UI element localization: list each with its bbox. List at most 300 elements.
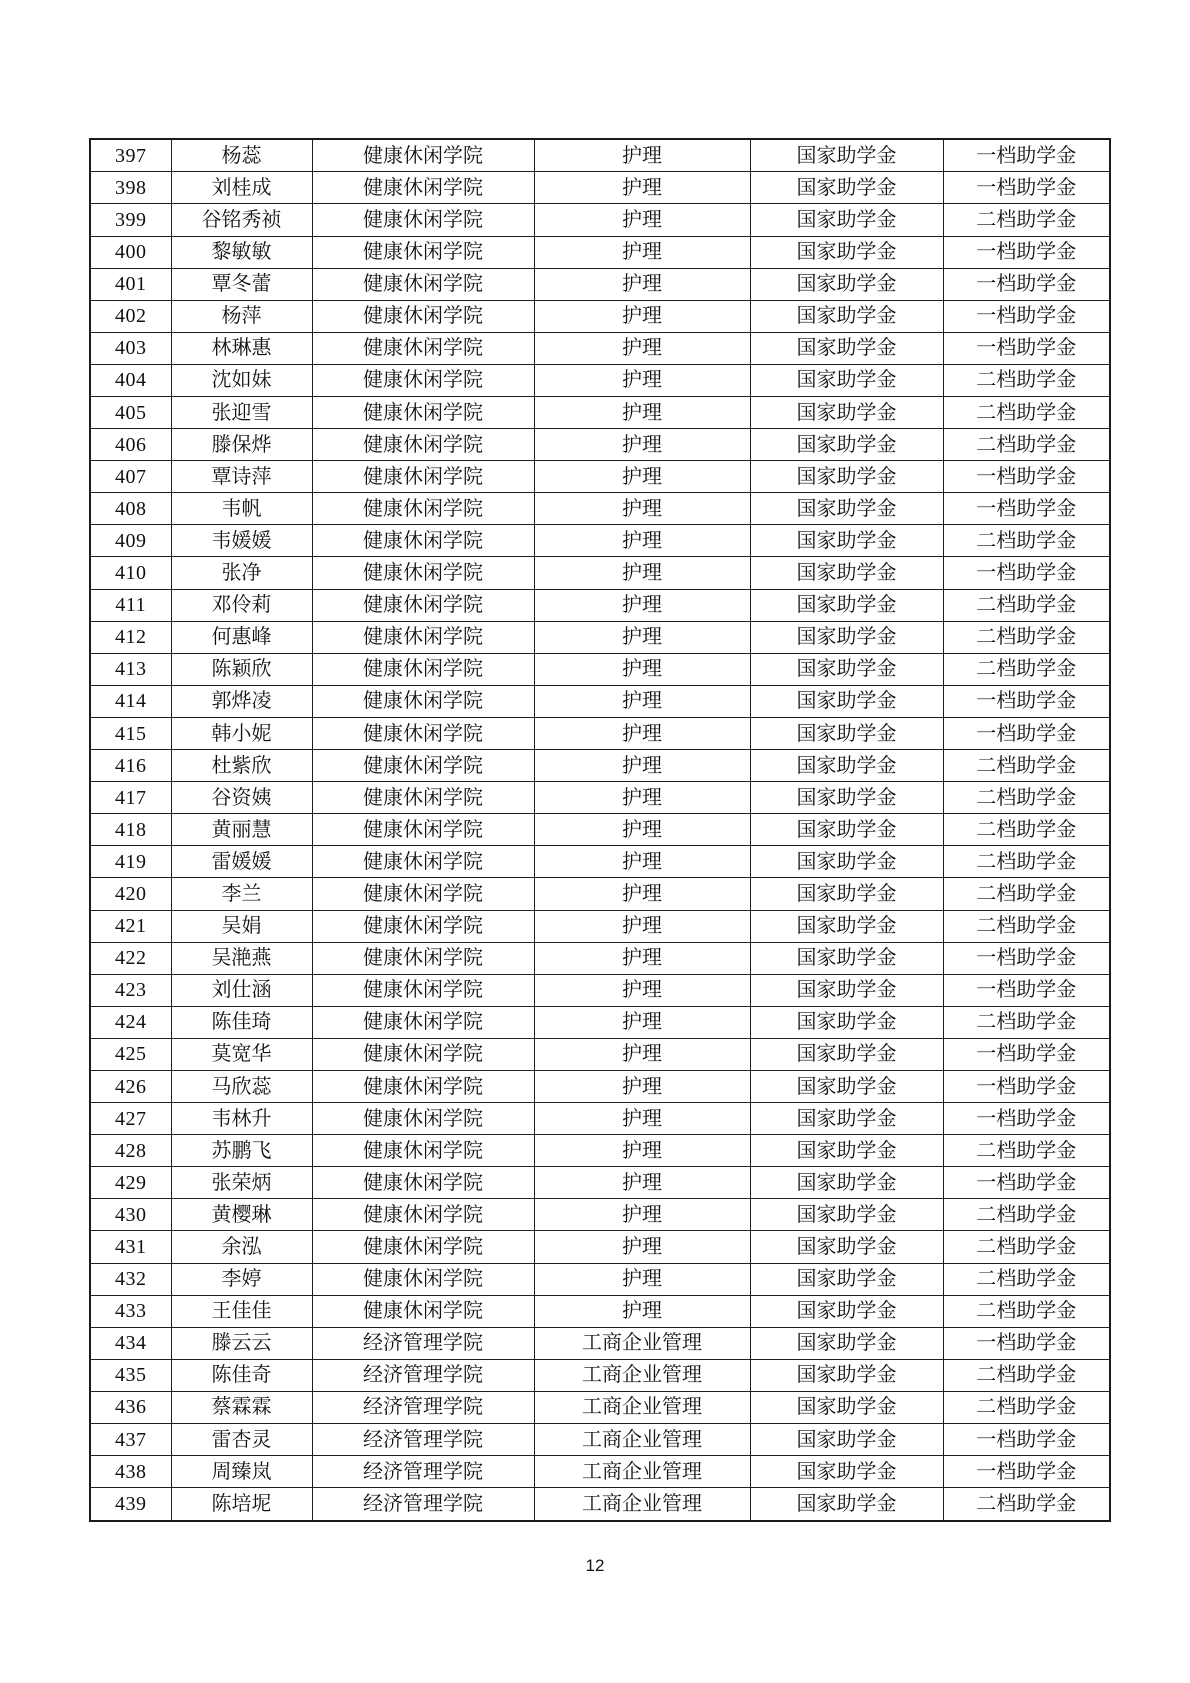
table-row <box>90 268 1110 300</box>
table-row <box>90 300 1110 332</box>
cell-tier: 一档助学金 <box>943 717 1110 749</box>
cell-index: 402 <box>90 300 171 332</box>
cell-program: 国家助学金 <box>750 1456 943 1488</box>
cell-college: 健康休闲学院 <box>312 461 534 493</box>
cell-major: 护理 <box>534 782 750 814</box>
cell-major: 护理 <box>534 1135 750 1167</box>
cell-program: 国家助学金 <box>750 1263 943 1295</box>
cell-program: 国家助学金 <box>750 1199 943 1231</box>
cell-major: 护理 <box>534 1038 750 1070</box>
cell-program: 国家助学金 <box>750 589 943 621</box>
cell-index: 426 <box>90 1070 171 1102</box>
table-row <box>90 332 1110 364</box>
cell-program: 国家助学金 <box>750 236 943 268</box>
cell-college: 健康休闲学院 <box>312 139 534 172</box>
cell-program: 国家助学金 <box>750 204 943 236</box>
table-row <box>90 139 1110 172</box>
cell-index: 411 <box>90 589 171 621</box>
cell-tier: 二档助学金 <box>943 750 1110 782</box>
cell-tier: 一档助学金 <box>943 268 1110 300</box>
table-row <box>90 236 1110 268</box>
cell-index: 435 <box>90 1359 171 1391</box>
table-row <box>90 429 1110 461</box>
cell-index: 429 <box>90 1167 171 1199</box>
table-row <box>90 493 1110 525</box>
cell-name: 滕云云 <box>171 1327 312 1359</box>
cell-college: 健康休闲学院 <box>312 1231 534 1263</box>
cell-college: 健康休闲学院 <box>312 1038 534 1070</box>
table-row <box>90 1199 1110 1231</box>
table-row <box>90 846 1110 878</box>
cell-tier: 一档助学金 <box>943 1456 1110 1488</box>
table-row <box>90 1263 1110 1295</box>
cell-name: 张净 <box>171 557 312 589</box>
cell-tier: 二档助学金 <box>943 525 1110 557</box>
cell-major: 护理 <box>534 1231 750 1263</box>
cell-college: 健康休闲学院 <box>312 750 534 782</box>
cell-name: 黄丽慧 <box>171 814 312 846</box>
cell-major: 工商企业管理 <box>534 1391 750 1423</box>
table-row <box>90 942 1110 974</box>
cell-program: 国家助学金 <box>750 974 943 1006</box>
cell-major: 护理 <box>534 493 750 525</box>
cell-major: 护理 <box>534 653 750 685</box>
cell-name: 雷杏灵 <box>171 1424 312 1456</box>
cell-name: 李婷 <box>171 1263 312 1295</box>
cell-index: 398 <box>90 172 171 204</box>
cell-major: 护理 <box>534 461 750 493</box>
cell-name: 黄樱琳 <box>171 1199 312 1231</box>
cell-program: 国家助学金 <box>750 1488 943 1521</box>
cell-program: 国家助学金 <box>750 1038 943 1070</box>
cell-tier: 二档助学金 <box>943 910 1110 942</box>
page-number: 12 <box>585 1556 605 1575</box>
table-row <box>90 397 1110 429</box>
table-row <box>90 1167 1110 1199</box>
cell-name: 王佳佳 <box>171 1295 312 1327</box>
cell-major: 护理 <box>534 1006 750 1038</box>
cell-tier: 一档助学金 <box>943 1424 1110 1456</box>
cell-college: 健康休闲学院 <box>312 1135 534 1167</box>
cell-index: 425 <box>90 1038 171 1070</box>
cell-index: 438 <box>90 1456 171 1488</box>
cell-tier: 二档助学金 <box>943 653 1110 685</box>
cell-college: 健康休闲学院 <box>312 1263 534 1295</box>
cell-program: 国家助学金 <box>750 332 943 364</box>
cell-program: 国家助学金 <box>750 1167 943 1199</box>
cell-tier: 二档助学金 <box>943 1263 1110 1295</box>
table-row <box>90 1038 1110 1070</box>
cell-index: 415 <box>90 717 171 749</box>
cell-name: 张荣炳 <box>171 1167 312 1199</box>
cell-index: 408 <box>90 493 171 525</box>
cell-program: 国家助学金 <box>750 1327 943 1359</box>
cell-index: 403 <box>90 332 171 364</box>
cell-name: 张迎雪 <box>171 397 312 429</box>
cell-college: 健康休闲学院 <box>312 332 534 364</box>
cell-tier: 一档助学金 <box>943 236 1110 268</box>
cell-college: 健康休闲学院 <box>312 910 534 942</box>
cell-college: 健康休闲学院 <box>312 1167 534 1199</box>
cell-tier: 二档助学金 <box>943 1231 1110 1263</box>
cell-program: 国家助学金 <box>750 139 943 172</box>
cell-program: 国家助学金 <box>750 1424 943 1456</box>
cell-major: 护理 <box>534 268 750 300</box>
cell-program: 国家助学金 <box>750 429 943 461</box>
cell-program: 国家助学金 <box>750 300 943 332</box>
cell-tier: 二档助学金 <box>943 1295 1110 1327</box>
cell-name: 吴滟燕 <box>171 942 312 974</box>
cell-program: 国家助学金 <box>750 942 943 974</box>
table-row <box>90 1135 1110 1167</box>
cell-major: 护理 <box>534 685 750 717</box>
cell-college: 健康休闲学院 <box>312 814 534 846</box>
cell-tier: 一档助学金 <box>943 685 1110 717</box>
table-row <box>90 1456 1110 1488</box>
cell-name: 黎敏敏 <box>171 236 312 268</box>
cell-tier: 一档助学金 <box>943 974 1110 1006</box>
cell-name: 吴娟 <box>171 910 312 942</box>
cell-name: 谷资姨 <box>171 782 312 814</box>
table-row <box>90 685 1110 717</box>
table-row <box>90 717 1110 749</box>
table-row <box>90 1070 1110 1102</box>
cell-index: 413 <box>90 653 171 685</box>
table-row <box>90 1391 1110 1423</box>
cell-index: 430 <box>90 1199 171 1231</box>
cell-major: 护理 <box>534 1167 750 1199</box>
cell-college: 健康休闲学院 <box>312 621 534 653</box>
cell-name: 雷媛媛 <box>171 846 312 878</box>
cell-major: 护理 <box>534 1295 750 1327</box>
cell-program: 国家助学金 <box>750 557 943 589</box>
cell-college: 经济管理学院 <box>312 1391 534 1423</box>
cell-tier: 二档助学金 <box>943 204 1110 236</box>
cell-major: 护理 <box>534 717 750 749</box>
cell-major: 护理 <box>534 397 750 429</box>
cell-major: 护理 <box>534 429 750 461</box>
cell-name: 郭烨凌 <box>171 685 312 717</box>
cell-index: 418 <box>90 814 171 846</box>
cell-name: 周臻岚 <box>171 1456 312 1488</box>
table-row <box>90 1359 1110 1391</box>
cell-program: 国家助学金 <box>750 846 943 878</box>
cell-major: 工商企业管理 <box>534 1456 750 1488</box>
cell-major: 护理 <box>534 364 750 396</box>
cell-tier: 二档助学金 <box>943 878 1110 910</box>
cell-index: 434 <box>90 1327 171 1359</box>
cell-program: 国家助学金 <box>750 814 943 846</box>
cell-name: 谷铭秀祯 <box>171 204 312 236</box>
cell-tier: 一档助学金 <box>943 1327 1110 1359</box>
cell-major: 护理 <box>534 525 750 557</box>
cell-tier: 一档助学金 <box>943 1103 1110 1135</box>
cell-college: 健康休闲学院 <box>312 782 534 814</box>
table-row <box>90 1488 1110 1521</box>
cell-program: 国家助学金 <box>750 717 943 749</box>
cell-college: 健康休闲学院 <box>312 653 534 685</box>
cell-tier: 一档助学金 <box>943 300 1110 332</box>
cell-tier: 一档助学金 <box>943 557 1110 589</box>
cell-program: 国家助学金 <box>750 653 943 685</box>
cell-tier: 一档助学金 <box>943 1038 1110 1070</box>
cell-program: 国家助学金 <box>750 750 943 782</box>
table-row <box>90 814 1110 846</box>
cell-tier: 二档助学金 <box>943 1359 1110 1391</box>
cell-tier: 二档助学金 <box>943 1006 1110 1038</box>
cell-program: 国家助学金 <box>750 1006 943 1038</box>
cell-program: 国家助学金 <box>750 621 943 653</box>
cell-name: 何惠峰 <box>171 621 312 653</box>
table-row <box>90 525 1110 557</box>
cell-index: 439 <box>90 1488 171 1521</box>
cell-major: 护理 <box>534 1103 750 1135</box>
cell-program: 国家助学金 <box>750 1295 943 1327</box>
cell-name: 苏鹏飞 <box>171 1135 312 1167</box>
cell-program: 国家助学金 <box>750 1103 943 1135</box>
cell-major: 护理 <box>534 974 750 1006</box>
cell-college: 健康休闲学院 <box>312 1006 534 1038</box>
cell-tier: 一档助学金 <box>943 942 1110 974</box>
cell-index: 432 <box>90 1263 171 1295</box>
cell-tier: 一档助学金 <box>943 493 1110 525</box>
cell-program: 国家助学金 <box>750 493 943 525</box>
cell-index: 424 <box>90 1006 171 1038</box>
cell-program: 国家助学金 <box>750 525 943 557</box>
cell-major: 工商企业管理 <box>534 1327 750 1359</box>
cell-index: 437 <box>90 1424 171 1456</box>
cell-index: 419 <box>90 846 171 878</box>
table-row <box>90 589 1110 621</box>
cell-tier: 二档助学金 <box>943 589 1110 621</box>
cell-college: 健康休闲学院 <box>312 172 534 204</box>
cell-college: 经济管理学院 <box>312 1456 534 1488</box>
cell-college: 健康休闲学院 <box>312 717 534 749</box>
scholarship-table <box>89 138 1111 1522</box>
cell-index: 405 <box>90 397 171 429</box>
cell-index: 422 <box>90 942 171 974</box>
cell-program: 国家助学金 <box>750 461 943 493</box>
cell-name: 蔡霖霖 <box>171 1391 312 1423</box>
cell-name: 韦帆 <box>171 493 312 525</box>
cell-program: 国家助学金 <box>750 878 943 910</box>
cell-tier: 二档助学金 <box>943 621 1110 653</box>
cell-name: 杜紫欣 <box>171 750 312 782</box>
cell-name: 杨蕊 <box>171 139 312 172</box>
cell-index: 406 <box>90 429 171 461</box>
cell-major: 工商企业管理 <box>534 1424 750 1456</box>
table-row <box>90 172 1110 204</box>
cell-college: 健康休闲学院 <box>312 942 534 974</box>
cell-index: 410 <box>90 557 171 589</box>
cell-name: 余泓 <box>171 1231 312 1263</box>
cell-index: 400 <box>90 236 171 268</box>
cell-index: 428 <box>90 1135 171 1167</box>
cell-index: 401 <box>90 268 171 300</box>
cell-college: 健康休闲学院 <box>312 846 534 878</box>
cell-college: 健康休闲学院 <box>312 364 534 396</box>
table-row <box>90 1006 1110 1038</box>
cell-index: 412 <box>90 621 171 653</box>
table-row <box>90 878 1110 910</box>
cell-name: 滕保烨 <box>171 429 312 461</box>
table-row <box>90 461 1110 493</box>
cell-major: 护理 <box>534 172 750 204</box>
cell-college: 健康休闲学院 <box>312 1070 534 1102</box>
table-row <box>90 653 1110 685</box>
cell-name: 覃冬蕾 <box>171 268 312 300</box>
cell-major: 护理 <box>534 139 750 172</box>
cell-major: 护理 <box>534 846 750 878</box>
cell-college: 健康休闲学院 <box>312 974 534 1006</box>
cell-program: 国家助学金 <box>750 1231 943 1263</box>
cell-tier: 二档助学金 <box>943 1391 1110 1423</box>
cell-name: 韩小妮 <box>171 717 312 749</box>
cell-tier: 一档助学金 <box>943 172 1110 204</box>
cell-index: 423 <box>90 974 171 1006</box>
table-row <box>90 364 1110 396</box>
cell-major: 护理 <box>534 750 750 782</box>
cell-tier: 一档助学金 <box>943 332 1110 364</box>
cell-program: 国家助学金 <box>750 1391 943 1423</box>
cell-name: 覃诗萍 <box>171 461 312 493</box>
cell-major: 护理 <box>534 878 750 910</box>
cell-major: 护理 <box>534 942 750 974</box>
cell-tier: 二档助学金 <box>943 364 1110 396</box>
cell-college: 经济管理学院 <box>312 1488 534 1521</box>
table-row <box>90 1231 1110 1263</box>
cell-index: 397 <box>90 139 171 172</box>
table-row <box>90 204 1110 236</box>
cell-college: 健康休闲学院 <box>312 1295 534 1327</box>
cell-major: 护理 <box>534 557 750 589</box>
cell-index: 409 <box>90 525 171 557</box>
table-row <box>90 782 1110 814</box>
cell-tier: 二档助学金 <box>943 782 1110 814</box>
cell-college: 健康休闲学院 <box>312 589 534 621</box>
cell-name: 陈培坭 <box>171 1488 312 1521</box>
cell-index: 404 <box>90 364 171 396</box>
cell-major: 护理 <box>534 910 750 942</box>
table-row <box>90 1424 1110 1456</box>
cell-major: 护理 <box>534 814 750 846</box>
cell-tier: 一档助学金 <box>943 1070 1110 1102</box>
cell-index: 431 <box>90 1231 171 1263</box>
cell-tier: 二档助学金 <box>943 846 1110 878</box>
cell-college: 健康休闲学院 <box>312 204 534 236</box>
cell-tier: 一档助学金 <box>943 461 1110 493</box>
cell-program: 国家助学金 <box>750 172 943 204</box>
table-row <box>90 750 1110 782</box>
cell-name: 韦林升 <box>171 1103 312 1135</box>
cell-college: 健康休闲学院 <box>312 878 534 910</box>
table-row <box>90 1327 1110 1359</box>
cell-name: 韦媛媛 <box>171 525 312 557</box>
cell-name: 陈佳琦 <box>171 1006 312 1038</box>
cell-name: 陈颖欣 <box>171 653 312 685</box>
cell-major: 护理 <box>534 1070 750 1102</box>
cell-index: 407 <box>90 461 171 493</box>
cell-program: 国家助学金 <box>750 268 943 300</box>
cell-index: 399 <box>90 204 171 236</box>
cell-tier: 二档助学金 <box>943 397 1110 429</box>
cell-tier: 二档助学金 <box>943 1488 1110 1521</box>
table-row <box>90 621 1110 653</box>
cell-college: 健康休闲学院 <box>312 557 534 589</box>
cell-index: 421 <box>90 910 171 942</box>
cell-college: 健康休闲学院 <box>312 1199 534 1231</box>
cell-program: 国家助学金 <box>750 910 943 942</box>
cell-college: 经济管理学院 <box>312 1359 534 1391</box>
cell-major: 工商企业管理 <box>534 1488 750 1521</box>
table-row <box>90 557 1110 589</box>
cell-program: 国家助学金 <box>750 685 943 717</box>
cell-major: 护理 <box>534 236 750 268</box>
cell-index: 416 <box>90 750 171 782</box>
cell-major: 护理 <box>534 1199 750 1231</box>
cell-college: 经济管理学院 <box>312 1424 534 1456</box>
cell-name: 刘仕涵 <box>171 974 312 1006</box>
cell-major: 护理 <box>534 1263 750 1295</box>
cell-index: 427 <box>90 1103 171 1135</box>
cell-index: 417 <box>90 782 171 814</box>
cell-tier: 二档助学金 <box>943 1199 1110 1231</box>
cell-college: 健康休闲学院 <box>312 493 534 525</box>
cell-program: 国家助学金 <box>750 782 943 814</box>
cell-program: 国家助学金 <box>750 1070 943 1102</box>
cell-college: 健康休闲学院 <box>312 429 534 461</box>
cell-tier: 二档助学金 <box>943 814 1110 846</box>
cell-major: 工商企业管理 <box>534 1359 750 1391</box>
cell-tier: 二档助学金 <box>943 429 1110 461</box>
cell-college: 健康休闲学院 <box>312 525 534 557</box>
cell-college: 健康休闲学院 <box>312 397 534 429</box>
cell-tier: 一档助学金 <box>943 1167 1110 1199</box>
cell-index: 436 <box>90 1391 171 1423</box>
table-row <box>90 1295 1110 1327</box>
cell-index: 433 <box>90 1295 171 1327</box>
cell-program: 国家助学金 <box>750 364 943 396</box>
cell-name: 陈佳奇 <box>171 1359 312 1391</box>
cell-index: 414 <box>90 685 171 717</box>
cell-name: 马欣蕊 <box>171 1070 312 1102</box>
cell-name: 沈如妹 <box>171 364 312 396</box>
cell-college: 健康休闲学院 <box>312 1103 534 1135</box>
cell-college: 健康休闲学院 <box>312 268 534 300</box>
cell-college: 经济管理学院 <box>312 1327 534 1359</box>
cell-college: 健康休闲学院 <box>312 685 534 717</box>
cell-college: 健康休闲学院 <box>312 300 534 332</box>
cell-major: 护理 <box>534 204 750 236</box>
cell-name: 林琳惠 <box>171 332 312 364</box>
cell-program: 国家助学金 <box>750 1135 943 1167</box>
cell-tier: 二档助学金 <box>943 1135 1110 1167</box>
cell-college: 健康休闲学院 <box>312 236 534 268</box>
cell-major: 护理 <box>534 300 750 332</box>
cell-name: 邓伶莉 <box>171 589 312 621</box>
cell-name: 刘桂成 <box>171 172 312 204</box>
table-row <box>90 974 1110 1006</box>
cell-name: 莫宽华 <box>171 1038 312 1070</box>
cell-major: 护理 <box>534 621 750 653</box>
cell-program: 国家助学金 <box>750 1359 943 1391</box>
cell-major: 护理 <box>534 589 750 621</box>
table-row <box>90 1103 1110 1135</box>
cell-program: 国家助学金 <box>750 397 943 429</box>
cell-name: 杨萍 <box>171 300 312 332</box>
cell-tier: 一档助学金 <box>943 139 1110 172</box>
cell-name: 李兰 <box>171 878 312 910</box>
